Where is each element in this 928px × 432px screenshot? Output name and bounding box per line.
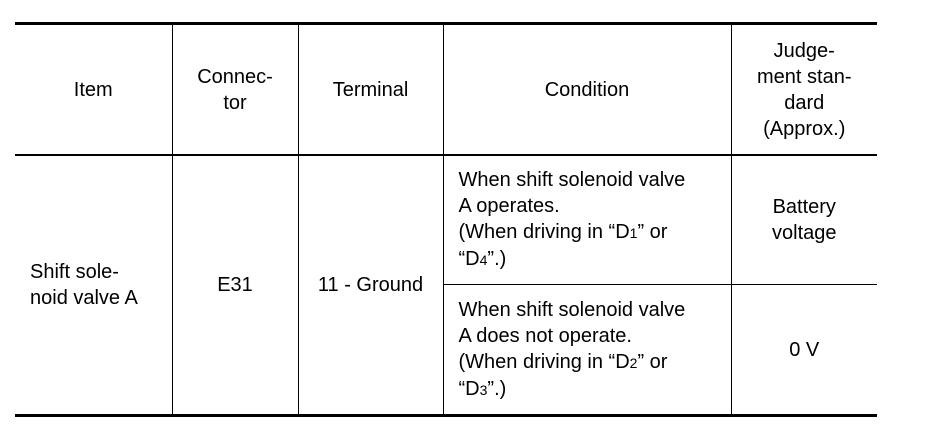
terminal-cell: 11 - Ground (298, 155, 443, 416)
table-row (15, 155, 877, 285)
condition-cell: When shift solenoid valve A operates. (When driving in “D1” or “D4”.) (443, 155, 731, 285)
connector-cell: E31 (172, 155, 298, 416)
header-connector: Connec- tor (172, 24, 298, 156)
header-row (15, 24, 877, 156)
header-item: Item (15, 24, 172, 156)
judgement-cell: 0 V (731, 285, 877, 416)
header-condition: Condition (443, 24, 731, 156)
judgement-cell: Battery voltage (731, 155, 877, 285)
header-judgement: Judge- ment stan- dard (Approx.) (731, 24, 877, 156)
header-terminal: Terminal (298, 24, 443, 156)
spec-table (15, 22, 877, 417)
condition-cell: When shift solenoid valve A does not operate. (When driving in “D2” or “D3”.) (443, 285, 731, 416)
item-cell: Shift sole- noid valve A (15, 155, 172, 416)
